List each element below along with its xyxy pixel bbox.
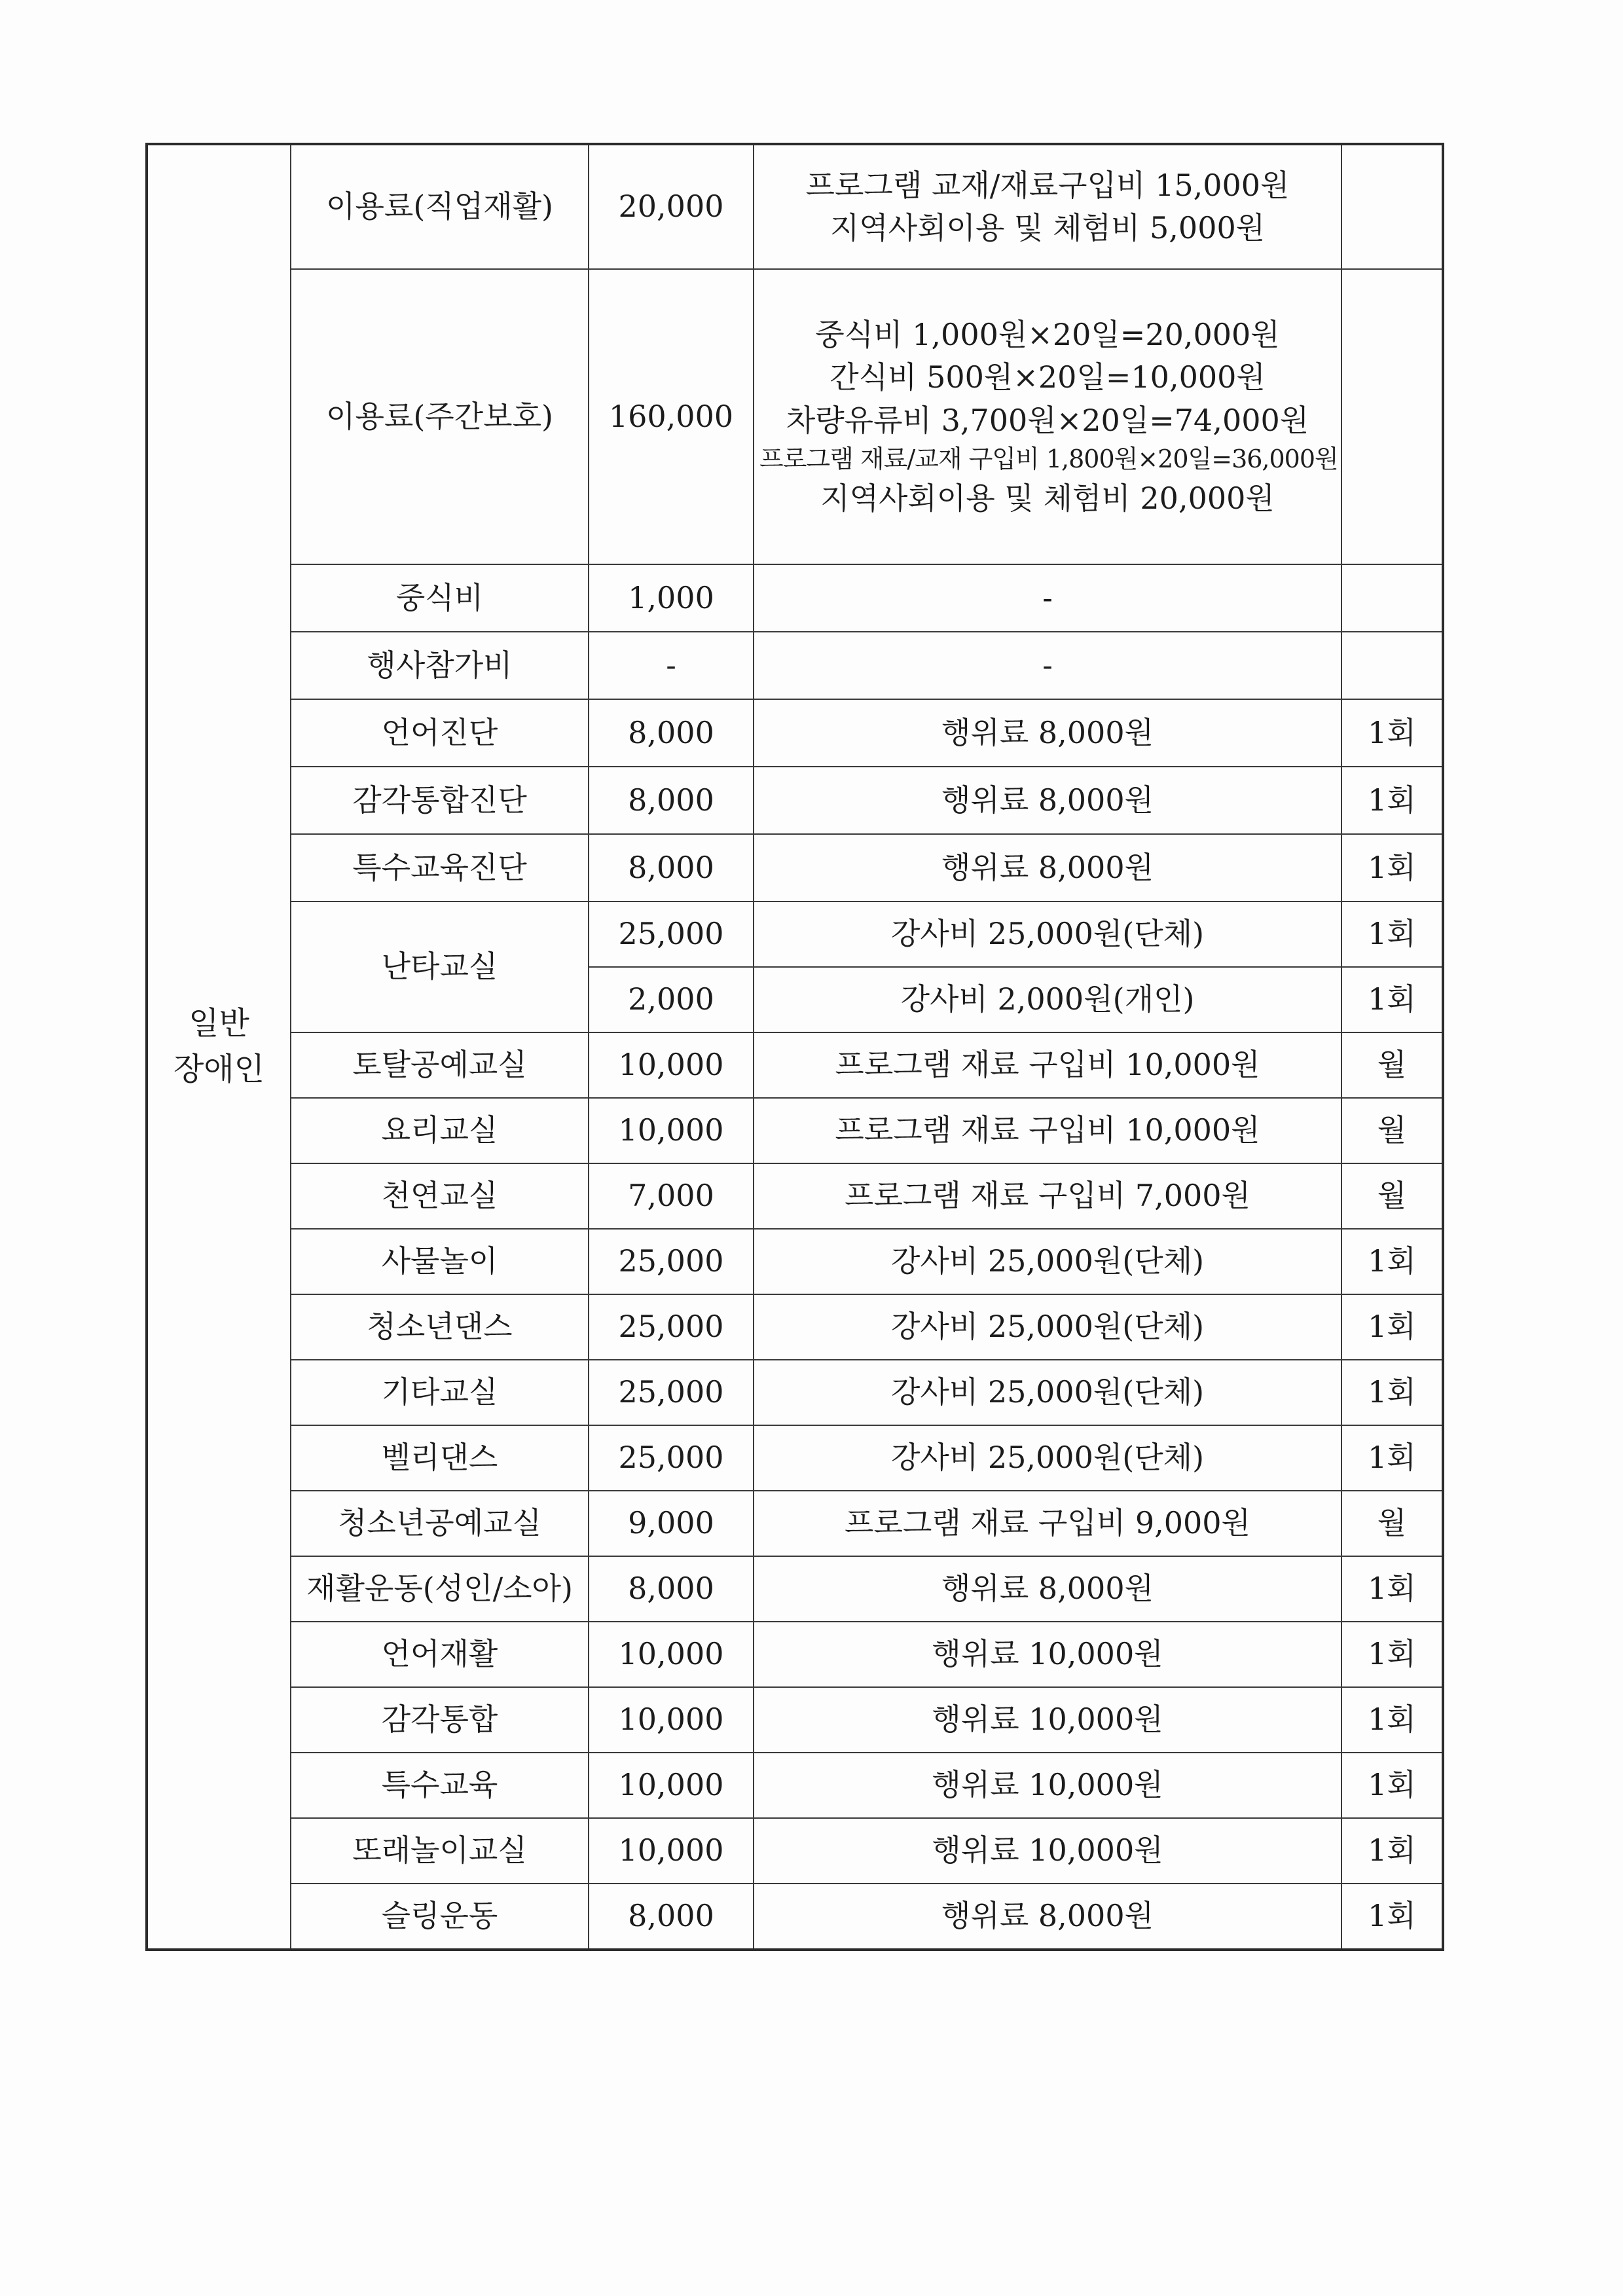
item-name: 감각통합 bbox=[291, 1687, 589, 1753]
item-name: 언어재활 bbox=[291, 1622, 589, 1687]
fee-amount: 9,000 bbox=[589, 1491, 754, 1556]
item-name: 언어진단 bbox=[291, 699, 589, 767]
table-row bbox=[147, 767, 1443, 834]
table-row bbox=[147, 1687, 1443, 1753]
unit-cell: 1회 bbox=[1341, 1229, 1443, 1294]
table-row bbox=[147, 1753, 1443, 1818]
fee-amount: 10,000 bbox=[589, 1032, 754, 1098]
fee-table bbox=[145, 143, 1444, 1951]
fee-detail: 행위료 8,000원 bbox=[754, 767, 1341, 834]
table-row bbox=[147, 144, 1443, 269]
fee-detail: 행위료 8,000원 bbox=[754, 834, 1341, 902]
table-row bbox=[147, 1425, 1443, 1491]
detail-line: 간식비 500원×20일=10,000원 bbox=[830, 359, 1266, 395]
item-name: 중식비 bbox=[291, 564, 589, 632]
unit-cell: 1회 bbox=[1341, 1687, 1443, 1753]
fee-amount: 25,000 bbox=[589, 902, 754, 967]
fee-amount: 25,000 bbox=[589, 1294, 754, 1360]
item-name: 또래놀이교실 bbox=[291, 1818, 589, 1884]
fee-detail bbox=[754, 269, 1341, 564]
fee-detail: 행위료 8,000원 bbox=[754, 1884, 1341, 1950]
item-name: 요리교실 bbox=[291, 1098, 589, 1163]
fee-amount: 8,000 bbox=[589, 834, 754, 902]
unit-cell: 월 bbox=[1341, 1098, 1443, 1163]
fee-detail: 행위료 8,000원 bbox=[754, 1556, 1341, 1622]
fee-amount: 25,000 bbox=[589, 1360, 754, 1425]
unit-cell bbox=[1341, 144, 1443, 269]
table-row bbox=[147, 1884, 1443, 1950]
fee-amount: 8,000 bbox=[589, 767, 754, 834]
fee-detail: 행위료 10,000원 bbox=[754, 1622, 1341, 1687]
item-name: 천연교실 bbox=[291, 1163, 589, 1229]
fee-detail: 행위료 8,000원 bbox=[754, 699, 1341, 767]
table-row bbox=[147, 1360, 1443, 1425]
item-name: 슬링운동 bbox=[291, 1884, 589, 1950]
fee-amount: 8,000 bbox=[589, 1556, 754, 1622]
item-name: 청소년댄스 bbox=[291, 1294, 589, 1360]
item-name: 난타교실 bbox=[291, 902, 589, 1032]
category-line: 장애인 bbox=[173, 1051, 265, 1087]
fee-amount: - bbox=[589, 632, 754, 699]
table-row bbox=[147, 564, 1443, 632]
detail-line: 지역사회이용 및 체험비 20,000원 bbox=[820, 480, 1275, 516]
unit-cell: 1회 bbox=[1341, 1360, 1443, 1425]
fee-detail: 강사비 25,000원(단체) bbox=[754, 1360, 1341, 1425]
table-row bbox=[147, 1622, 1443, 1687]
unit-cell: 1회 bbox=[1341, 1622, 1443, 1687]
table-row bbox=[147, 699, 1443, 767]
unit-cell: 월 bbox=[1341, 1491, 1443, 1556]
fee-detail: 강사비 25,000원(단체) bbox=[754, 1294, 1341, 1360]
item-name: 사물놀이 bbox=[291, 1229, 589, 1294]
item-name: 이용료(주간보호) bbox=[291, 269, 589, 564]
unit-cell: 1회 bbox=[1341, 834, 1443, 902]
table-row bbox=[147, 1818, 1443, 1884]
fee-detail: 프로그램 재료 구입비 10,000원 bbox=[754, 1098, 1341, 1163]
table-row bbox=[147, 1098, 1443, 1163]
detail-line: 지역사회이용 및 체험비 5,000원 bbox=[830, 210, 1266, 246]
table-row bbox=[147, 902, 1443, 967]
unit-cell: 1회 bbox=[1341, 902, 1443, 967]
item-name: 재활운동(성인/소아) bbox=[291, 1556, 589, 1622]
table-row bbox=[147, 269, 1443, 564]
fee-detail: - bbox=[754, 564, 1341, 632]
fee-amount: 10,000 bbox=[589, 1098, 754, 1163]
unit-cell: 1회 bbox=[1341, 1425, 1443, 1491]
item-name: 청소년공예교실 bbox=[291, 1491, 589, 1556]
unit-cell: 1회 bbox=[1341, 1556, 1443, 1622]
fee-amount: 25,000 bbox=[589, 1425, 754, 1491]
unit-cell: 1회 bbox=[1341, 1753, 1443, 1818]
unit-cell bbox=[1341, 269, 1443, 564]
unit-cell: 1회 bbox=[1341, 1818, 1443, 1884]
fee-detail: 행위료 10,000원 bbox=[754, 1818, 1341, 1884]
item-name: 벨리댄스 bbox=[291, 1425, 589, 1491]
table-row bbox=[147, 1556, 1443, 1622]
fee-amount: 10,000 bbox=[589, 1818, 754, 1884]
fee-detail: 프로그램 재료 구입비 7,000원 bbox=[754, 1163, 1341, 1229]
fee-detail: 강사비 25,000원(단체) bbox=[754, 1425, 1341, 1491]
fee-amount: 20,000 bbox=[589, 144, 754, 269]
table-row bbox=[147, 632, 1443, 699]
fee-detail: - bbox=[754, 632, 1341, 699]
category-cell bbox=[147, 144, 291, 1950]
unit-cell: 월 bbox=[1341, 1032, 1443, 1098]
fee-amount: 10,000 bbox=[589, 1622, 754, 1687]
item-name: 행사참가비 bbox=[291, 632, 589, 699]
fee-amount: 160,000 bbox=[589, 269, 754, 564]
table-row bbox=[147, 1163, 1443, 1229]
category-line: 일반 bbox=[189, 1005, 249, 1042]
unit-cell: 1회 bbox=[1341, 767, 1443, 834]
unit-cell: 1회 bbox=[1341, 699, 1443, 767]
fee-detail: 프로그램 재료 구입비 10,000원 bbox=[754, 1032, 1341, 1098]
fee-amount: 7,000 bbox=[589, 1163, 754, 1229]
unit-cell: 1회 bbox=[1341, 1294, 1443, 1360]
unit-cell: 1회 bbox=[1341, 1884, 1443, 1950]
fee-detail: 강사비 25,000원(단체) bbox=[754, 1229, 1341, 1294]
detail-line: 차량유류비 3,700원×20일=74,000원 bbox=[786, 402, 1309, 438]
item-name: 특수교육 bbox=[291, 1753, 589, 1818]
table-row bbox=[147, 834, 1443, 902]
fee-amount: 8,000 bbox=[589, 699, 754, 767]
table-row bbox=[147, 1294, 1443, 1360]
detail-line: 중식비 1,000원×20일=20,000원 bbox=[815, 316, 1280, 352]
unit-cell bbox=[1341, 632, 1443, 699]
item-name: 이용료(직업재활) bbox=[291, 144, 589, 269]
fee-amount: 8,000 bbox=[589, 1884, 754, 1950]
item-name: 특수교육진단 bbox=[291, 834, 589, 902]
fee-detail: 강사비 25,000원(단체) bbox=[754, 902, 1341, 967]
fee-detail bbox=[754, 144, 1341, 269]
fee-amount: 10,000 bbox=[589, 1753, 754, 1818]
fee-detail: 행위료 10,000원 bbox=[754, 1687, 1341, 1753]
fee-amount: 25,000 bbox=[589, 1229, 754, 1294]
table-row bbox=[147, 1032, 1443, 1098]
detail-line: 프로그램 재료/교재 구입비 1,800원×20일=36,000원 bbox=[759, 444, 1338, 473]
fee-detail: 프로그램 재료 구입비 9,000원 bbox=[754, 1491, 1341, 1556]
detail-line: 프로그램 교재/재료구입비 15,000원 bbox=[805, 167, 1290, 203]
item-name: 기타교실 bbox=[291, 1360, 589, 1425]
fee-detail: 강사비 2,000원(개인) bbox=[754, 967, 1341, 1032]
fee-amount: 2,000 bbox=[589, 967, 754, 1032]
unit-cell bbox=[1341, 564, 1443, 632]
unit-cell: 월 bbox=[1341, 1163, 1443, 1229]
fee-amount: 10,000 bbox=[589, 1687, 754, 1753]
table-row bbox=[147, 1229, 1443, 1294]
table-row bbox=[147, 1491, 1443, 1556]
fee-detail: 행위료 10,000원 bbox=[754, 1753, 1341, 1818]
unit-cell: 1회 bbox=[1341, 967, 1443, 1032]
item-name: 감각통합진단 bbox=[291, 767, 589, 834]
fee-amount: 1,000 bbox=[589, 564, 754, 632]
item-name: 토탈공예교실 bbox=[291, 1032, 589, 1098]
